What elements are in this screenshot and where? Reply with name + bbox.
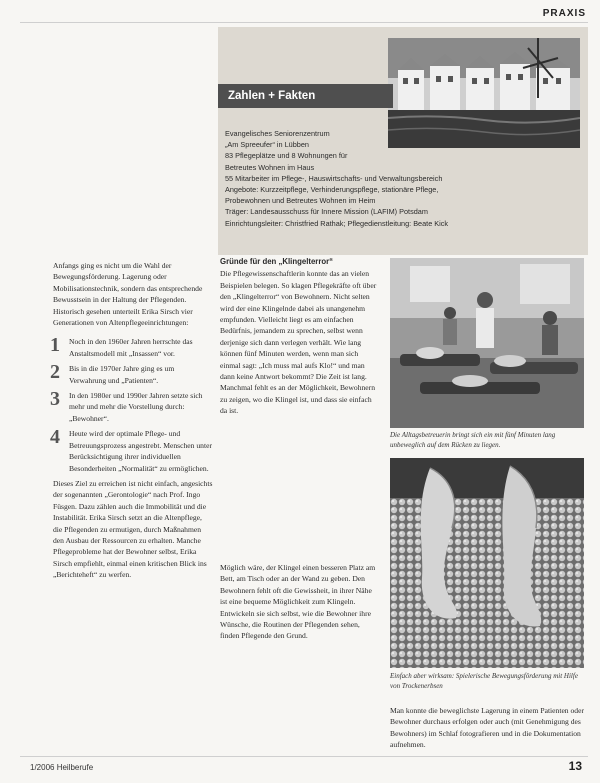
middle-column-continued <box>220 562 380 642</box>
section-heading: Gründe für den „Klingelterror“ <box>220 257 334 266</box>
header-bar <box>0 0 600 30</box>
fact-box-heading: Zahlen + Fakten <box>218 84 393 108</box>
item-number: 2 <box>50 361 60 384</box>
item-text: In den 1980er und 1990er Jahren setzte sich mehr und mehr die Vorstellung durch: „Bewohner“. <box>69 391 203 423</box>
item-number: 3 <box>50 388 60 411</box>
fact-line: „Am Spreeufer“ in Lübben <box>225 140 309 150</box>
photo-caption: Einfach aber wirksam: Spielerische Bewegungsförderung mit Hilfe von Trockenerbsen <box>390 672 578 690</box>
item-number: 4 <box>50 426 60 449</box>
generation-item <box>50 388 213 424</box>
fact-line: Träger: Landesausschuss für Innere Mission (LAFIM) Potsdam <box>225 207 428 217</box>
middle-column <box>220 256 380 417</box>
header-rule <box>20 22 588 23</box>
body-paragraph: Möglich wäre, der Klingel einen besseren Platz am Bett, am Tisch oder an der Wand zu geben. Den Bewohnern fehlt oft die Gewissheit, in ihrer Nähe ist eine bequeme Möglichkeit zum Klingeln. Entwickeln sie sich selbst, wie die Bewohner ihre Wünsche, die Routinen der Pflegenden sehen, finden Pflegende den Grund. <box>220 563 376 641</box>
fact-line: 55 Mitarbeiter im Pflege-, Hauswirtschafts- und Verwaltungsbereich <box>225 173 443 183</box>
item-text: Heute wird der optimale Pflege- und Betreuungsprozess angestrebt. Menschen unter Berücksichtigung ihrer individuellen Besonderheiten „Normalität“ zu ermöglichen. <box>69 429 212 473</box>
generation-item <box>50 426 213 474</box>
fact-line: Betreutes Wohnen im Haus <box>225 162 315 172</box>
generation-item <box>50 361 213 386</box>
fact-line: Evangelisches Seniorenzentrum <box>225 129 330 138</box>
feet-in-peas-photo <box>390 458 584 668</box>
page-number: 13 <box>568 759 582 773</box>
item-number: 1 <box>50 334 60 357</box>
fact-line: Probewohnen und Betreutes Wohnen im Heim <box>225 196 376 206</box>
item-text: Noch in den 1960er Jahren herrschte das Anstaltsmodell mit „Insassen“ vor. <box>69 337 193 358</box>
section-label: PRAXIS <box>542 8 586 19</box>
right-body-paragraph: Man konnte die beweglichste Lagerung in einem Patienten oder Bewohner durchaus erfolgen oder auch (mit Genehmigung des Bewohners) im Schlaf fotografieren und in die Dokumentation aufnehmen. <box>390 706 585 750</box>
fact-line: 83 Pflegeplätze und 8 Wohnungen für <box>225 151 348 161</box>
body-paragraph: Die Pflegewissenschaftlerin konnte das an vielen Beispielen belegen. So klagen Pflegekräfte oft über den „Klingelterror“ von Bewohnern. Nicht selten wird der eine Klingelnde dabei als unangenehm empfunden. Vielleicht liegt es am einfachen Bedürfnis, jemandem zu sprechen, selbst wenn derjenige sich dann verlegen verhält. Wie lang können fünf Minuten werden, wenn man sich einmal sagt: „Ich muss mal aufs Klo!“ und man dann keine Antwort bekommt? Die Zeit ist lang. Manchmal fehlt es an der Möglichkeit, Bewohnern zu zeigen, wo die Klingel ist, und dass sie einfach da ist. <box>220 269 377 416</box>
fact-line: Angebote: Kurzzeitpflege, Verhinderungspflege, stationäre Pflege, <box>225 185 439 195</box>
body-paragraph: Dieses Ziel zu erreichen ist nicht einfach, angesichts der sogenannten „Gerontologie“ nach Prof. Ingo Füsgen. Dazu zählen auch die Immobilität und die Instabilität. Erika Sirsch setzt an die Altenpflege, die Pflegenden zu ermutigen, durch Maßnahmen den Ausbau der Ressourcen zu erhalten. Manche Pflegeprobleme hat der Bewohner selbst, Erika Sirsch empfiehlt, einmal einen kritischen Blick ins „Berichteheft“ zu werfen. <box>53 478 213 580</box>
generation-item <box>50 334 213 359</box>
item-text: Bis in die 1970er Jahre ging es um Verwahrung und „Patienten“. <box>69 364 175 385</box>
left-column <box>50 260 213 581</box>
fact-list <box>225 128 585 229</box>
therapy-room-photo <box>390 258 584 428</box>
fact-line: Einrichtungsleiter: Christfried Rathak; Pflegedienstleitung: Beate Kick <box>225 218 449 228</box>
footer-source: 1/2006 Heilberufe <box>30 763 94 772</box>
intro-paragraph: Anfangs ging es nicht um die Wahl der Bewegungsförderung. Lagerung oder Mobilisationstechnik, sondern das entsprechende Bewusstsein in der Haltung der Pflegenden. Historisch gesehen unterteilt Erika Sirsch vier Generationen von Altenpflegeeinrichtungen: <box>53 261 203 328</box>
photo-caption: Die Alltagsbetreuerin bringt sich ein mit fünf Minuten lang unbeweglich auf dem Rücken zu liegen. <box>390 431 556 449</box>
footer-rule <box>20 756 588 757</box>
